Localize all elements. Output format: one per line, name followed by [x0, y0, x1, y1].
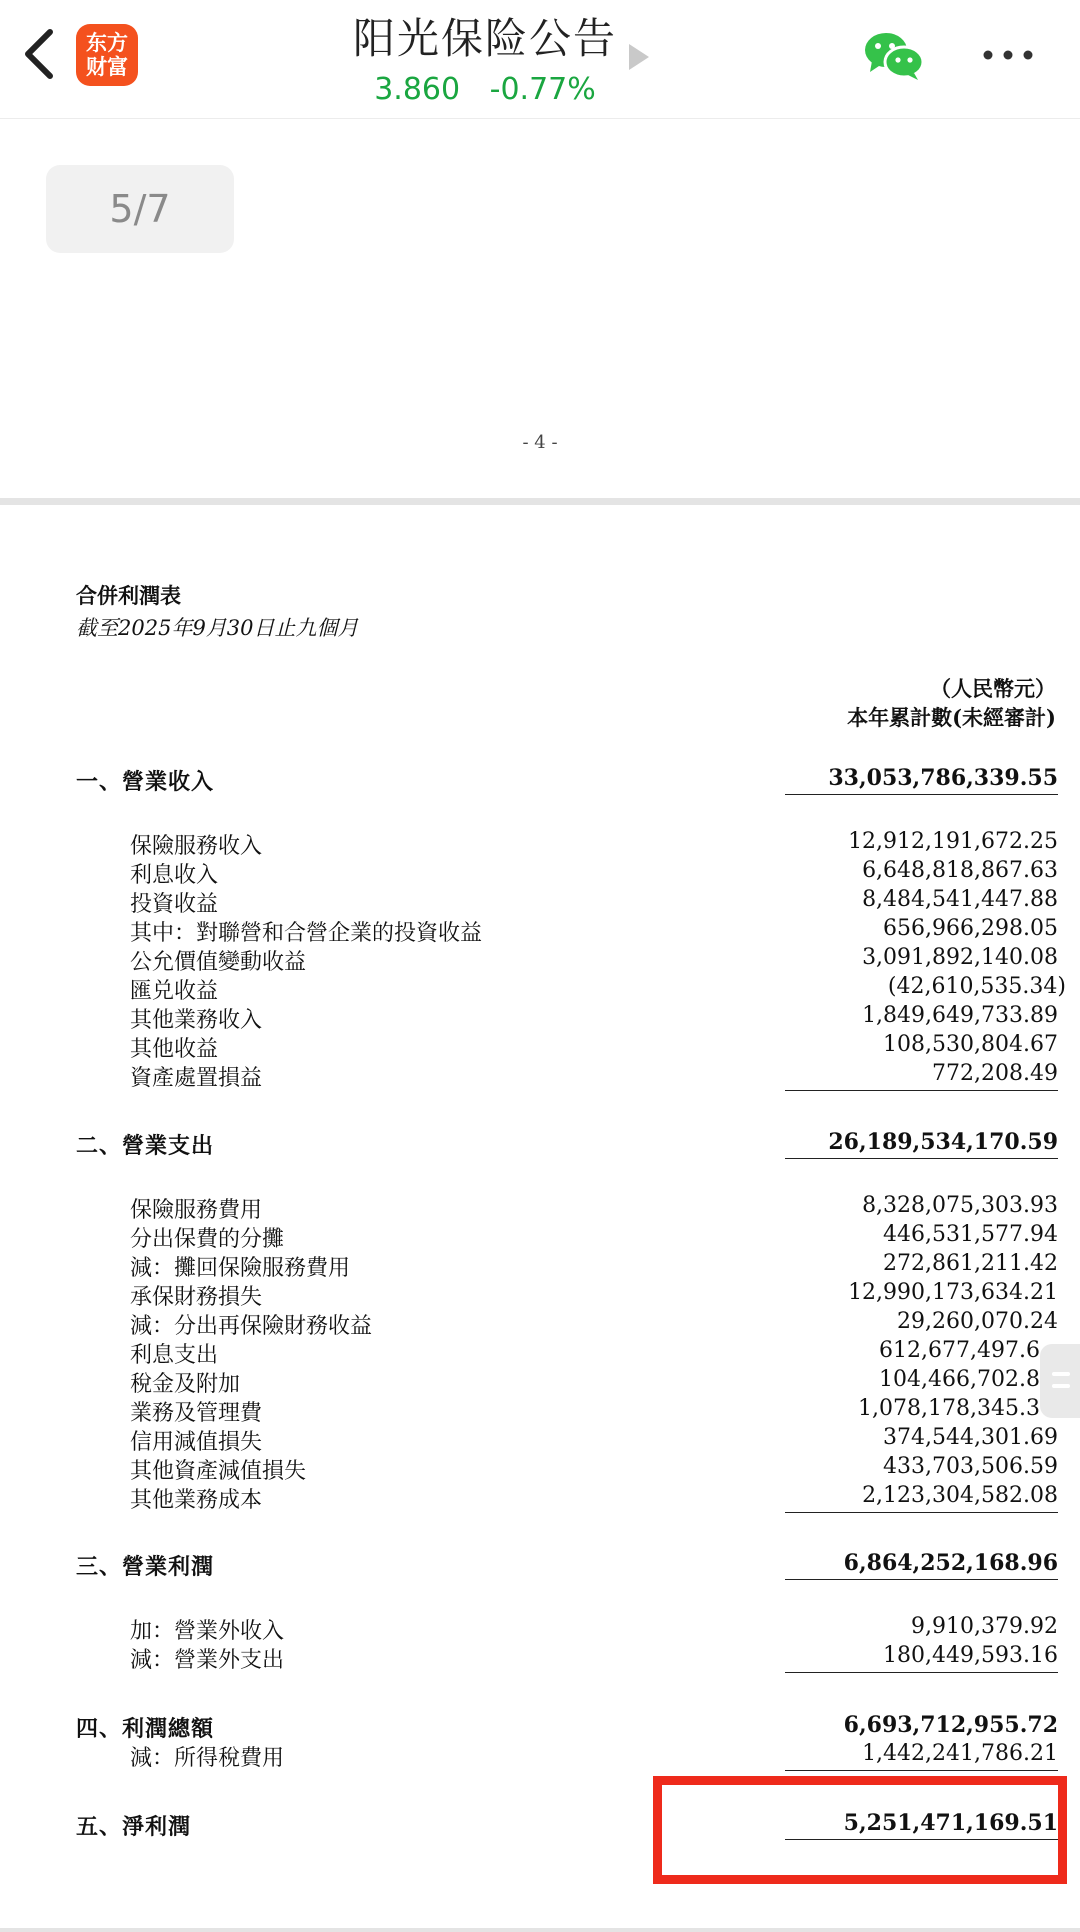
row-value: 433,703,506.59	[883, 1454, 1058, 1479]
row-label: 匯兑收益	[130, 979, 219, 1004]
row-label: 一、營業收入	[76, 769, 215, 795]
table-row	[0, 974, 1080, 1002]
row-label: 保險服務費用	[130, 1198, 263, 1223]
table-row	[0, 1741, 1080, 1769]
previous-page-number: - 4 -	[522, 432, 558, 453]
more-button[interactable]	[978, 40, 1038, 70]
row-value-clipped	[856, 1367, 1040, 1395]
table-row	[0, 1425, 1080, 1453]
wechat-share-button[interactable]	[862, 30, 926, 82]
row-label: 其他資產減值損失	[130, 1459, 307, 1484]
table-row	[0, 858, 1080, 886]
row-label: 投資收益	[130, 892, 219, 917]
table-row	[0, 1129, 1080, 1157]
row-value: 180,449,593.16	[883, 1643, 1058, 1668]
row-value: 1,078,178,345.3	[858, 1396, 1040, 1421]
row-label: 承保財務損失	[130, 1285, 263, 1310]
row-value: 12,990,173,634.21	[848, 1280, 1058, 1305]
table-row	[0, 1614, 1080, 1642]
handle-line	[1052, 1372, 1070, 1376]
underline-rule	[785, 1158, 1058, 1159]
statement-period: 截至2025年9月30日止九個月	[76, 616, 359, 640]
row-value-clipped	[830, 1396, 1040, 1424]
table-row	[0, 916, 1080, 944]
logo-line-2: 财富	[86, 55, 128, 79]
row-label: 減：營業外支出	[130, 1648, 285, 1673]
row-label: 其他業務收入	[130, 1008, 263, 1033]
row-label: 四、利潤總額	[76, 1716, 215, 1742]
chevron-left-icon	[14, 26, 64, 82]
row-value: 446,531,577.94	[883, 1222, 1058, 1247]
row-label: 二、營業支出	[76, 1133, 215, 1159]
table-row	[0, 887, 1080, 915]
row-value: 8,484,541,447.88	[862, 887, 1058, 912]
row-label: 資產處置損益	[130, 1066, 263, 1091]
table-row	[0, 1454, 1080, 1482]
row-value: 104,466,702.8	[879, 1367, 1040, 1392]
page-title: 阳光保险公告	[352, 14, 617, 63]
row-value: 656,966,298.05	[883, 916, 1058, 941]
row-label: 其中：對聯營和合營企業的投資收益	[130, 921, 483, 946]
table-row	[0, 1003, 1080, 1031]
row-label: 分出保費的分攤	[130, 1227, 285, 1252]
row-value-clipped	[856, 1338, 1040, 1366]
stock-change: -0.77%	[489, 72, 596, 107]
row-value: 26,189,534,170.59	[828, 1129, 1058, 1155]
table-row	[0, 945, 1080, 973]
logo-line-1: 东方	[86, 31, 128, 55]
highlight-box	[653, 1776, 1067, 1884]
page-divider	[0, 498, 1080, 505]
table-row	[0, 1483, 1080, 1511]
table-row	[0, 1280, 1080, 1308]
underline-rule	[785, 1579, 1058, 1580]
row-label: 其他收益	[130, 1037, 219, 1062]
row-label: 減：攤回保險服務費用	[130, 1256, 351, 1281]
row-value: 33,053,786,339.55	[828, 765, 1058, 791]
page-indicator: 5/7	[46, 165, 234, 253]
underline-rule	[785, 1770, 1058, 1771]
row-value: 612,677,497.6	[879, 1338, 1040, 1363]
eastmoney-logo	[76, 24, 138, 86]
row-label: 利息收入	[130, 863, 219, 888]
stock-title-area[interactable]	[300, 6, 780, 107]
bottom-divider	[0, 1928, 1080, 1932]
underline-rule	[785, 794, 1058, 795]
row-value: 1,849,649,733.89	[862, 1003, 1058, 1028]
table-row	[0, 1193, 1080, 1221]
row-value: 6,648,818,867.63	[862, 858, 1058, 883]
row-value: 272,861,211.42	[883, 1251, 1058, 1276]
table-row	[0, 1396, 1080, 1424]
row-label: 稅金及附加	[130, 1372, 241, 1397]
table-row	[0, 765, 1080, 793]
row-label: 三、營業利潤	[76, 1554, 215, 1580]
row-value: 6,864,252,168.96	[843, 1550, 1058, 1576]
row-value: 5,251,471,169.51	[843, 1810, 1058, 1836]
table-row	[0, 1309, 1080, 1337]
row-value: 2,123,304,582.08	[862, 1483, 1058, 1508]
play-triangle-icon[interactable]	[629, 44, 649, 70]
row-value: 3,091,892,140.08	[862, 945, 1058, 970]
row-label: 減：所得稅費用	[130, 1746, 285, 1771]
more-dots-icon	[978, 40, 1038, 70]
underline-rule	[785, 1672, 1058, 1673]
row-value: 6,693,712,955.72	[843, 1712, 1058, 1738]
table-row	[0, 829, 1080, 857]
row-value: 8,328,075,303.93	[862, 1193, 1058, 1218]
row-label: 加：營業外收入	[130, 1619, 285, 1644]
row-value: 12,912,191,672.25	[848, 829, 1058, 854]
stock-price: 3.860	[374, 72, 461, 107]
table-row	[0, 1550, 1080, 1578]
row-label: 公允價值變動收益	[130, 950, 307, 975]
table-row	[0, 1032, 1080, 1060]
row-label: 保險服務收入	[130, 834, 263, 859]
stock-quote	[190, 72, 780, 107]
table-row	[0, 1222, 1080, 1250]
table-row	[0, 1061, 1080, 1089]
row-value: 772,208.49	[932, 1061, 1058, 1086]
row-value: (42,610,535.34)	[887, 974, 1066, 999]
table-row	[0, 1251, 1080, 1279]
row-value: 9,910,379.92	[911, 1614, 1058, 1639]
back-button[interactable]	[14, 26, 64, 82]
table-row	[0, 1712, 1080, 1740]
row-label: 其他業務成本	[130, 1488, 263, 1513]
column-header: 本年累計數(未經審計)	[847, 705, 1056, 730]
row-label: 業務及管理費	[130, 1401, 263, 1426]
row-value: 374,544,301.69	[883, 1425, 1058, 1450]
underline-rule	[785, 1512, 1058, 1513]
table-row	[0, 1367, 1080, 1395]
row-value: 1,442,241,786.21	[862, 1741, 1058, 1766]
row-value: 108,530,804.67	[883, 1032, 1058, 1057]
row-label: 減：分出再保險財務收益	[130, 1314, 373, 1339]
side-drawer-handle[interactable]	[1040, 1344, 1080, 1418]
handle-line	[1052, 1384, 1070, 1388]
wechat-icon	[862, 30, 926, 82]
currency-unit: （人民幣元）	[930, 676, 1056, 701]
table-row	[0, 1338, 1080, 1366]
row-label: 利息支出	[130, 1343, 219, 1368]
statement-title: 合併利潤表	[76, 583, 181, 608]
row-label: 五、淨利潤	[76, 1814, 192, 1840]
row-value: 29,260,070.24	[897, 1309, 1058, 1334]
row-label: 信用減值損失	[130, 1430, 263, 1455]
underline-rule	[785, 1090, 1058, 1091]
table-row	[0, 1643, 1080, 1671]
app-header	[0, 0, 1080, 119]
